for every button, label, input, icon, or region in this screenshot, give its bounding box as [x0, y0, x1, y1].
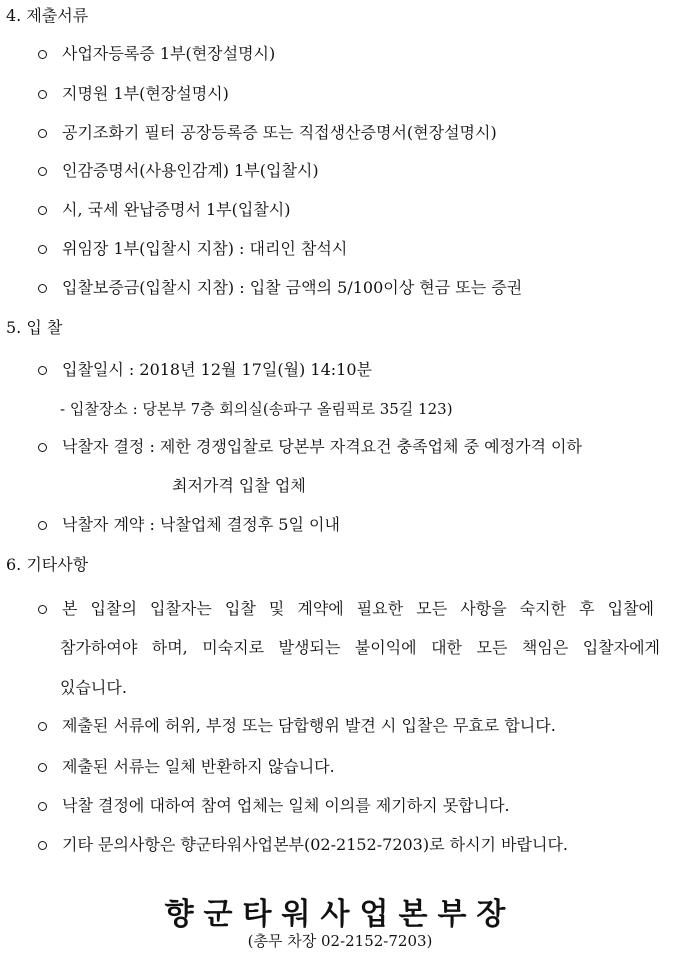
notice-paragraph-1-line-3: 있습니다.	[60, 678, 127, 697]
bullet-circle-icon	[38, 366, 47, 375]
section-5-heading: 5. 입 찰	[6, 318, 63, 337]
award-decision-text: 낙찰자 결정 : 제한 경쟁입찰로 당본부 자격요건 충족업체 중 예정가격 이하	[62, 437, 582, 456]
bid-date-text: 입찰일시 : 2018년 12월 17일(월) 14:10분	[62, 360, 372, 379]
bullet-circle-icon	[38, 284, 47, 293]
bullet-circle-icon	[38, 763, 47, 772]
list-item-text: 지명원 1부(현장설명시)	[62, 84, 229, 103]
notice-paragraph-2: 제출된 서류에 허위, 부정 또는 담합행위 발견 시 입찰은 무효로 합니다.	[62, 716, 556, 735]
bullet-circle-icon	[38, 521, 47, 530]
bullet-circle-icon	[38, 50, 47, 59]
bullet-circle-icon	[38, 802, 47, 811]
bullet-circle-icon	[38, 841, 47, 850]
section-6-heading: 6. 기타사항	[6, 555, 89, 574]
list-item-text: 입찰보증금(입찰시 지참) : 입찰 금액의 5/100이상 현금 또는 증권	[62, 278, 523, 297]
bid-place-text: - 입찰장소 : 당본부 7층 회의실(송파구 올림픽로 35길 123)	[60, 400, 453, 418]
notice-paragraph-1-line-2: 참가하여야 하며, 미숙지로 발생되는 불이익에 대한 모든 책임은 입찰자에게	[60, 638, 660, 657]
bullet-circle-icon	[38, 167, 47, 176]
notice-paragraph-1: 본 입찰의 입찰자는 입찰 및 계약에 필요한 모든 사항을 숙지한 후 입찰에	[62, 599, 654, 618]
list-item-text: 시, 국세 완납증명서 1부(입찰시)	[62, 200, 291, 219]
issuer-title: 향군타워사업본부장	[164, 897, 516, 932]
bullet-circle-icon	[38, 245, 47, 254]
bullet-circle-icon	[38, 90, 47, 99]
award-decision-continued: 최저가격 입찰 업체	[172, 476, 306, 495]
notice-paragraph-5: 기타 문의사항은 향군타워사업본부(02-2152-7203)로 하시기 바랍니다.	[62, 835, 569, 854]
bullet-circle-icon	[38, 722, 47, 731]
bullet-circle-icon	[38, 443, 47, 452]
list-item-text: 위임장 1부(입찰시 지참) : 대리인 참석시	[62, 239, 348, 258]
notice-paragraph-3: 제출된 서류는 일체 반환하지 않습니다.	[62, 757, 335, 776]
list-item-text: 공기조화기 필터 공장등록증 또는 직접생산증명서(현장설명시)	[62, 123, 497, 142]
bullet-circle-icon	[38, 206, 47, 215]
contract-text: 낙찰자 계약 : 낙찰업체 결정후 5일 이내	[62, 515, 340, 534]
bullet-circle-icon	[38, 129, 47, 138]
section-4-heading: 4. 제출서류	[6, 6, 89, 25]
notice-paragraph-4: 낙찰 결정에 대하여 참여 업체는 일체 이의를 제기하지 못합니다.	[62, 796, 510, 815]
bullet-circle-icon	[38, 605, 47, 614]
issuer-contact: (총무 차장 02-2152-7203)	[247, 932, 433, 950]
list-item-text: 인감증명서(사용인감계) 1부(입찰시)	[62, 161, 319, 180]
list-item-text: 사업자등록증 1부(현장설명시)	[62, 44, 276, 63]
